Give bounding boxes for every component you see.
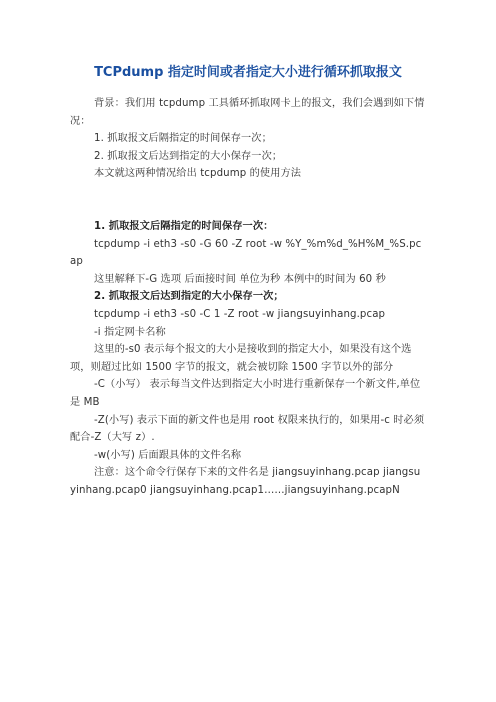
paragraph-g-option: 这里解释下-G 选项 后面接时间 单位为秒 本例中的时间为 60 秒 — [94, 273, 386, 285]
paragraph-w-option: -w(小写) 后面跟具体的文件名称 — [94, 449, 242, 461]
paragraph-z-option: -Z(小写) 表示下面的新文件也是用 root 权限来执行的，如果用-c 时必须配合-Z（大写 z）. — [70, 414, 425, 444]
document-body — [70, 95, 426, 499]
paragraph-c-option: -C（小写） 表示每当文件达到指定大小时进行重新保存一个新文件,单位是 MB — [70, 379, 421, 408]
paragraph-intro: 本文就这两种情况给出 tcpdump 的使用方法 — [94, 168, 302, 180]
paragraph-case-1: 1. 抓取报文后隔指定的时间保存一次； — [94, 133, 272, 145]
document-title: TCPdump 指定时间或者指定大小进行循环抓取报文 — [94, 65, 402, 80]
heading-size-based: 2. 抓取报文后达到指定的大小保存一次； — [94, 291, 284, 303]
paragraph-case-2: 2. 抓取报文后达到指定的大小保存一次； — [94, 150, 283, 162]
paragraph-background: 背景：我们用 tcpdump 工具循环抓取网卡上的报文，我们会遇到如下情况： — [70, 98, 425, 127]
paragraph-note: 注意：这个命令行保存下来的文件名是 jiangsuyinhang.pcap jiangsuyinhang.pcap0 jiangsuyinhang.pcap1……jiangsuyinhang.pcapN — [70, 467, 421, 496]
heading-time-based: 1. 抓取报文后隔指定的时间保存一次： — [94, 220, 274, 232]
paragraph-i-option: -i 指定网卡名称 — [94, 326, 166, 338]
section-spacer — [70, 183, 426, 218]
command-size-based: tcpdump -i eth3 -s0 -C 1 -Z root -w jiangsuyinhang.pcap — [94, 308, 386, 320]
paragraph-s0-option: 这里的-s0 表示每个报文的大小是接收到的指定大小，如果没有这个选项，则超过比如 1500 字节的报文，就会被切除 1500 字节以外的部分 — [70, 344, 412, 373]
command-time-based: tcpdump -i eth3 -s0 -G 60 -Z root -w %Y_%m%d_%H%M_%S.pcap — [70, 238, 422, 268]
